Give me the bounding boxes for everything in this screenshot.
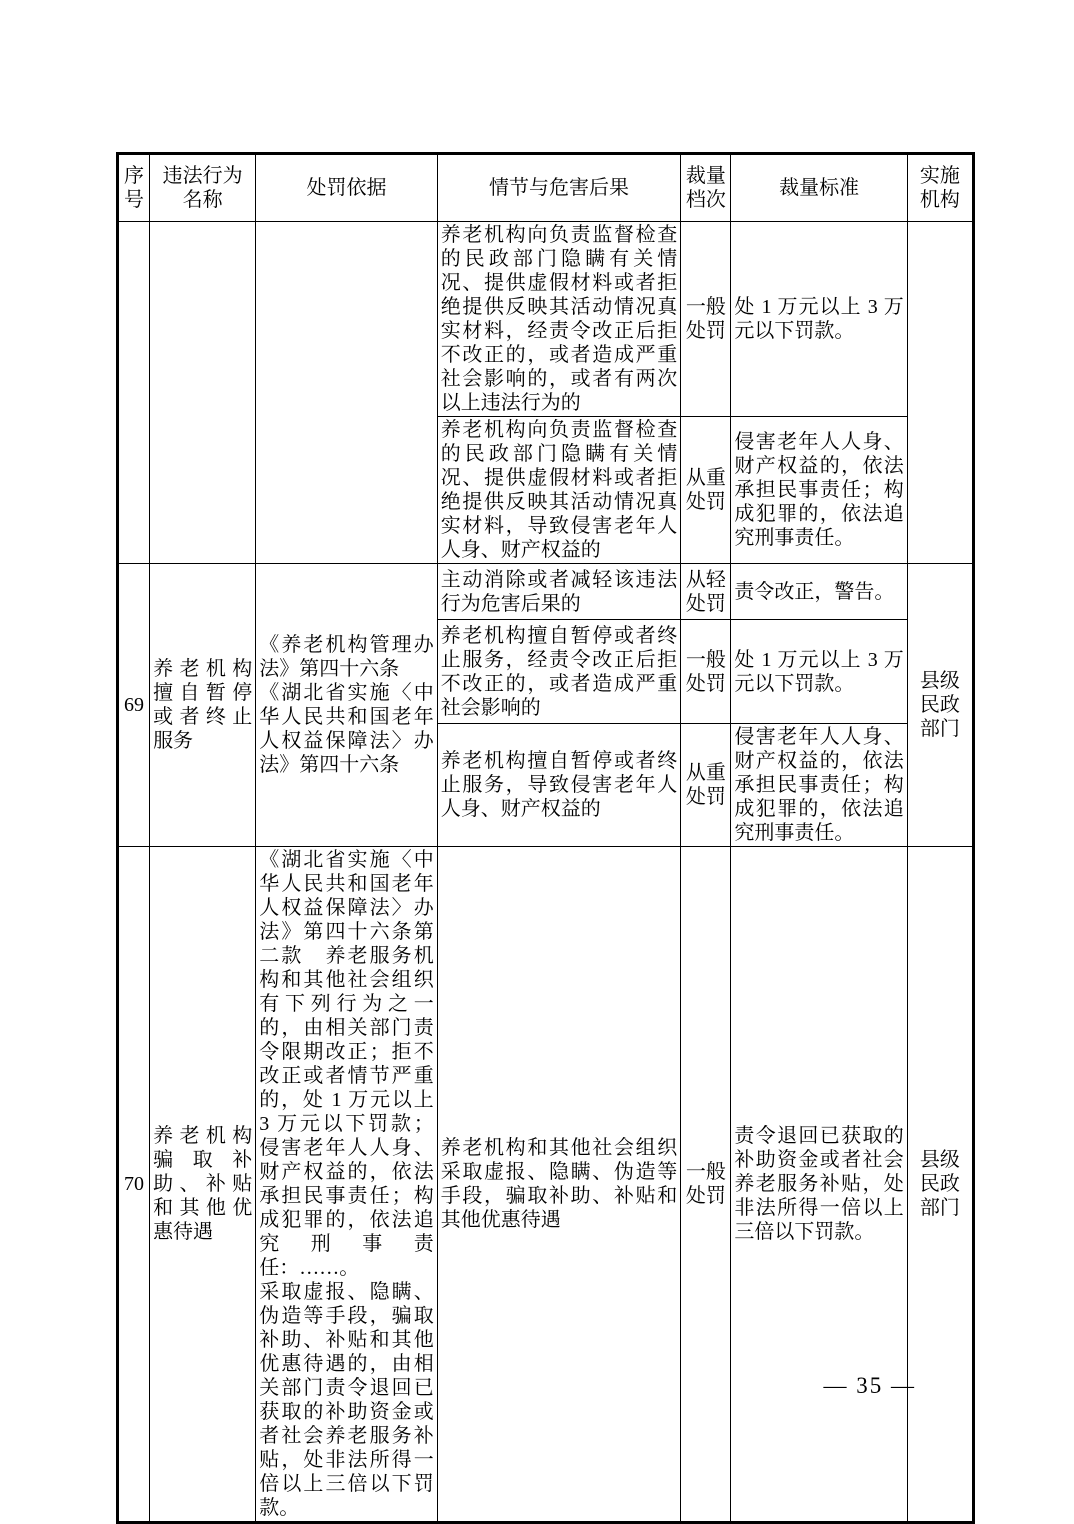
cell-penalty-basis-70 [256,847,437,1523]
cell-discretion-level: 从轻处罚 [681,564,731,620]
cell-seq-69: 69 [118,564,150,847]
cell-circumstance: 养老机构擅自暂停或者终止服务，导致侵害老年人人身、财产权益的 [437,724,681,847]
basis-paragraph: 《湖北省实施〈中华人民共和国老年人权益保障法〉办法》第四十六条第二款 养老服务机构和其他社会组织有下列行为之一的，由相关部门责令限期改正；拒不改正或者情节严重的，处 1 万元以上 3 万元以下罚款；侵害老年人人身、财产权益的，依法承担民事责任；构成犯罪的，依法追究刑事责任：……。 [259,849,434,1279]
cell-circumstance: 养老机构擅自暂停或者终止服务，经责令改正后拒不改正的，或者造成严重社会影响的 [437,620,681,724]
table-row [118,847,974,1523]
cell-circumstance: 主动消除或者减轻该违法行为危害后果的 [437,564,681,620]
header-violation-name: 违法行为名称 [150,154,256,222]
basis-paragraph: 采取虚报、隐瞒、伪造等手段，骗取补助、补贴和其他优惠待遇的，由相关部门责令退回已获取的补助资金或者社会养老服务补贴，处非法所得一倍以上三倍以下罚款。 [259,1281,434,1519]
cell-seq-cont [118,222,150,564]
cell-discretion-level: 一般处罚 [681,847,731,1523]
cell-discretion-standard: 侵害老年人人身、财产权益的，依法承担民事责任；构成犯罪的，依法追究刑事责任。 [731,417,907,564]
cell-circumstance: 养老机构和其他社会组织采取虚报、隐瞒、伪造等手段，骗取补助、补贴和其他优惠待遇 [437,847,681,1523]
cell-discretion-standard: 责令退回已获取的补助资金或者社会养老服务补贴，处非法所得一倍以上三倍以下罚款。 [731,847,907,1523]
page-number: — 35 — [823,1373,916,1398]
cell-seq-70: 70 [118,847,150,1523]
cell-discretion-standard: 责令改正，警告。 [731,564,907,620]
cell-discretion-level: 一般处罚 [681,620,731,724]
cell-circumstance: 养老机构向负责监督检查的民政部门隐瞒有关情况、提供虚假材料或者拒绝提供反映其活动情况真实材料，经责令改正后拒不改正的，或者造成严重社会影响的，或者有两次以上违法行为的 [437,222,681,417]
cell-discretion-standard: 处 1 万元以上 3 万元以下罚款。 [731,620,907,724]
header-circumstance: 情节与危害后果 [437,154,681,222]
cell-discretion-level: 一般处罚 [681,222,731,417]
cell-violation-name-cont [150,222,256,564]
cell-agency-70: 县级民政部门 [907,847,973,1523]
cell-penalty-basis-69 [256,564,437,847]
table-header-row [118,154,974,222]
penalty-discretion-table [116,152,975,1524]
header-penalty-basis: 处罚依据 [256,154,437,222]
cell-circumstance: 养老机构向负责监督检查的民政部门隐瞒有关情况、提供虚假材料或者拒绝提供反映其活动情况真实材料，导致侵害老年人人身、财产权益的 [437,417,681,564]
table-row [118,222,974,417]
cell-agency-69: 县级民政部门 [907,564,973,847]
cell-discretion-standard: 处 1 万元以上 3 万元以下罚款。 [731,222,907,417]
cell-penalty-basis-cont [256,222,437,564]
cell-violation-name-69: 养老机构擅自暂停或者终止服务 [150,564,256,847]
header-discretion-level: 裁量档次 [681,154,731,222]
header-seq: 序号 [118,154,150,222]
table-row [118,564,974,620]
header-discretion-standard: 裁量标准 [731,154,907,222]
cell-discretion-level: 从重处罚 [681,417,731,564]
cell-violation-name-70: 养老机构骗取补助、补贴和其他优惠待遇 [150,847,256,1523]
basis-paragraph: 《养老机构管理办法》第四十六条 [259,634,434,680]
header-agency: 实施机构 [907,154,973,222]
cell-agency-cont [907,222,973,564]
cell-discretion-level: 从重处罚 [681,724,731,847]
basis-paragraph: 《湖北省实施〈中华人民共和国老年人权益保障法〉办法》第四十六条 [259,682,434,776]
cell-discretion-standard: 侵害老年人人身、财产权益的，依法承担民事责任；构成犯罪的，依法追究刑事责任。 [731,724,907,847]
